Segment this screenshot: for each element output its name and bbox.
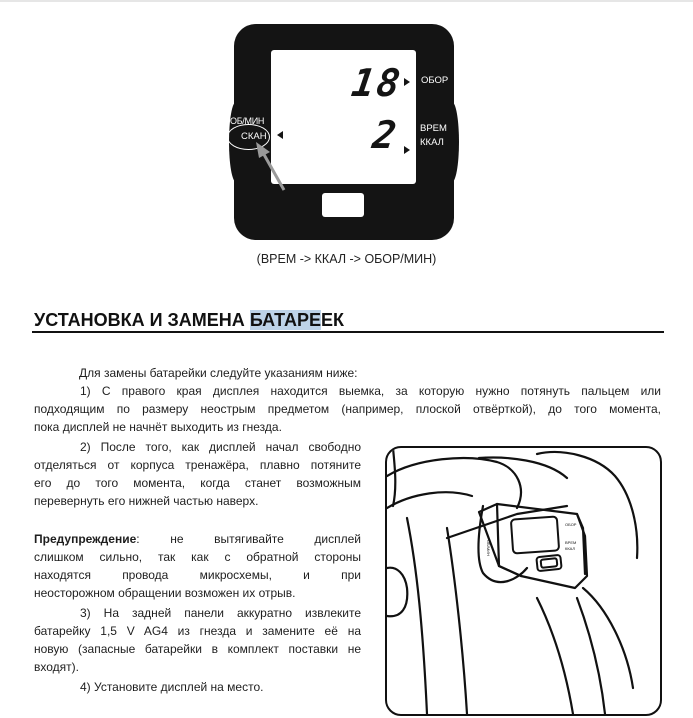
svg-text:ОБ/МИН: ОБ/МИН: [486, 540, 491, 556]
warning-line-1-rest: : не вытягивайте дисплей: [136, 532, 361, 546]
step3-text: [34, 604, 361, 676]
label-kkal: ККАЛ: [420, 137, 444, 148]
top-digits: 18: [349, 61, 406, 105]
step2-line-2: отделяться от корпуса тренажёра, плавно потяните: [34, 458, 361, 472]
intro-text: Для замены батарейки следуйте указаниям ниже:: [79, 366, 358, 380]
step3-line-2: батарейку 1,5 V AG4 из гнезда и замените её на: [34, 624, 361, 638]
warning-line-4: неосторожном обращении возможен их отрыв.: [34, 586, 296, 600]
svg-text:ОБОР: ОБОР: [565, 522, 577, 527]
label-vrem: ВРЕМ: [420, 123, 447, 134]
step2-text: [34, 438, 361, 510]
label-obmin: ОБ/МИН: [230, 116, 265, 126]
display-removal-illustration: [385, 446, 662, 716]
title-highlight: БАТАРЕ: [249, 310, 322, 330]
warning-text: [34, 530, 361, 602]
step1-text: [34, 382, 661, 436]
step2-line-1: 2) После того, как дисплей начал свободно: [80, 440, 361, 454]
step1-line-2: подходящим по размеру неострым предметом (например, плоской отвёрткой), до того момента,: [34, 402, 661, 416]
step4-text: 4) Установите дисплей на место.: [80, 680, 264, 694]
step1-line-1: 1) С правого края дисплея находится выемка, за которую нужно потянуть пальцем или: [80, 384, 661, 398]
mode-caption: (ВРЕМ -> ККАЛ -> ОБОР/МИН): [256, 252, 437, 266]
section-rule: [32, 331, 664, 333]
warning-line-1: [34, 530, 361, 548]
section-title: [34, 310, 344, 331]
pointer-arrow-icon: [234, 24, 454, 240]
step3-line-4: входят).: [34, 660, 79, 674]
exerciser-line-art: [387, 448, 660, 714]
title-part-1: УСТАНОВКА И ЗАМЕНА: [34, 310, 250, 330]
title-part-2: ЕК: [321, 310, 345, 330]
step3-line-3: новую (запасные батарейки в комплект поставки не: [34, 642, 361, 656]
svg-text:ВРЕМ: ВРЕМ: [565, 540, 577, 545]
label-obor: ОБОР: [421, 75, 449, 86]
step2-line-3: его до того момента, когда станет возможным: [34, 476, 361, 490]
svg-text:ККАЛ: ККАЛ: [565, 546, 576, 551]
lcd-display-panel: [230, 24, 454, 240]
warning-line-2: слишком сильно, так как с обратной стороны: [34, 550, 361, 564]
step2-line-4: перевернуть его нижней частью наверх.: [34, 494, 259, 508]
top-border: [0, 0, 693, 2]
label-skan: СКАН: [241, 131, 267, 142]
step1-line-3: пока дисплей не начнёт выходить из гнезда.: [34, 420, 282, 434]
step3-line-1: 3) На задней панели аккуратно извлеките: [80, 606, 361, 620]
bottom-digits: 2: [370, 113, 402, 157]
warning-line-3: находятся провода микросхемы, и при: [34, 568, 361, 582]
warning-label: Предупреждение: [34, 532, 137, 546]
